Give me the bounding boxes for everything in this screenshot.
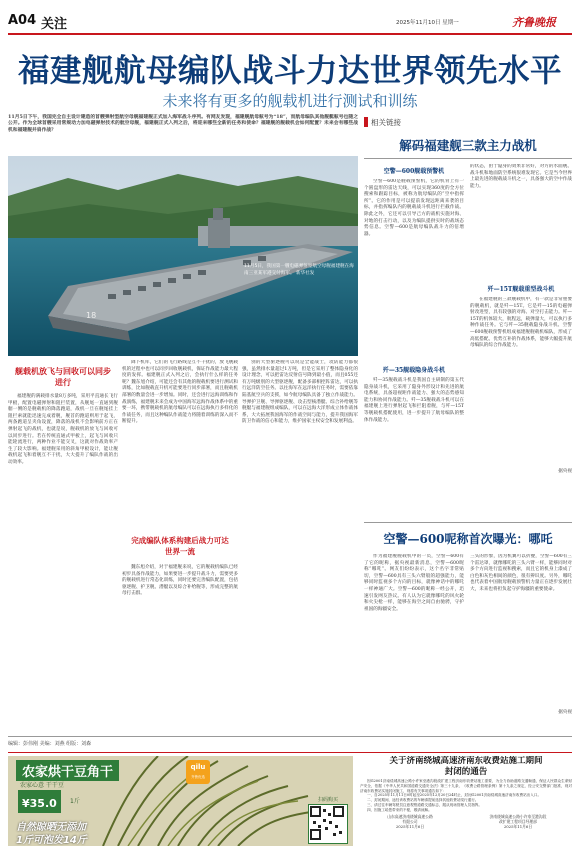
- footer-top-rule: [8, 752, 572, 753]
- photo-caption: 11月5日，我国第一艘电磁弹射型航空母舰福建舰在海南三亚某军港交付海军。 新华社发: [244, 264, 354, 276]
- sidebar-col-right: [470, 164, 572, 488]
- sidebar-rule-2: [364, 522, 572, 523]
- issuer-right-line-1: 济南绕城高速公路小许家至港沟段: [489, 813, 547, 819]
- article-heading-1: 舰载机放飞与回收可以同步进行: [15, 366, 111, 387]
- notice-issuer-right: [464, 814, 572, 829]
- sidebar-text-1: 空警—600是舰载预警机，它的机背上有一个圆盘形的雷达天线，可以实现360度的全方位搜索和跟踪目标，被称为航母编队的“空中指挥所”。它的作用是可以提前发现远距离来袭的目标，并指挥编队内的舰载战斗机进行拦截作战。除此之外，它还可以引导己方的战机实施对海、对地的打击行动，以及为编队提供实时的战场态势信息。空警—600是航母编队战斗力的倍增器。: [364, 179, 464, 237]
- sidebar-signature-1: 据央视: [558, 469, 572, 474]
- svg-text:18: 18: [86, 311, 97, 320]
- issuer-left-line-2: 有限公司: [402, 818, 418, 824]
- sidebar-text-3: 在福建舰的三款舰载机中，有一款是非常重要的舰载机，就是歼—15T。它是歼—15的电磁弹射改进型，具有较强的对海、对空打击能力。歼—15T的机体较大，航程远，载弹量大，可以执行多种作战任务。它与歼—35舰载隐身战斗机、空警—600舰载预警机组成福建舰舰载机编队，形成了高低搭配、优势互补的作战体系，能够大幅提升航母编队的综合作战能力。: [470, 297, 572, 349]
- notice-body-3: 二、封闭期间，途经该收费站的车辆请提前选择其他收费站绕行通行。: [367, 798, 479, 803]
- ad-slogan-1: 自然晾晒无添加: [16, 822, 86, 833]
- sidebar-col-left: [364, 164, 464, 488]
- issue-date: 2025年11月10日 星期一: [396, 20, 459, 26]
- paper-logo: 齐鲁晚报: [512, 16, 556, 29]
- ad-price: [18, 790, 61, 813]
- ad-unit: 1斤: [70, 798, 80, 805]
- issuer-left-line-1: 山东高速济南绕城高速公路: [387, 813, 433, 819]
- section2-right: [470, 554, 572, 730]
- section2-right-body: 三头的形象，因为机翼可以折叠，空警—600有三个雷达罩，就像哪吒的三头六臂一样，能够同时对多个方向进行监视和搜索，而且它的机身上漆成了白色和灰色相间的颜色，很有辨识度。另外，哪吒也代表着中国航母舰载预警机力量正在逐步发展壮大，未来也将担负起守护海疆的重要使命。: [470, 554, 572, 592]
- page-header: [8, 10, 572, 32]
- editor-rule: [8, 736, 572, 737]
- sidebar-sub-1: 空警—600舰载预警机: [383, 168, 445, 175]
- ad-banner: 农家烘干豆角干: [16, 760, 119, 781]
- notice-block: [360, 756, 572, 848]
- carrier-illustration: [8, 156, 358, 356]
- issuer-right-date: 2025年11月6日: [503, 823, 533, 829]
- sidebar-rule: [364, 158, 572, 159]
- article-body-col-1: 福建舰的满载排水量8万多吨，采用平直通长飞行甲板，配置电磁弹射和阻拦装置，从舰尾一直通到舰艏一侧的是舰载机的降落跑道，战机一旦在舰尾挂上阻拦索就能迅速完成着舰，舰首的跑道则用于起飞，两条跑道呈夹角设置，降落的战机不会影响前方正在弹射起飞的战机，也就是说，舰载机的放飞与回收可以同步进行。若在传统直通式甲板上，起飞与回收只能轮流进行，两种作业不能交叉，这就对作战效率产生了较大影响。福建舰采用的斜角甲板设计，能让舰载机起飞和着舰互不干扰，大大提升了编队作战的出动效率。: [8, 394, 118, 465]
- notice-body-4: 三、请过往车辆驾驶员注意观察道路交通标志，服从现场管理人员指挥。: [367, 802, 482, 807]
- sidebar-tag: [364, 116, 401, 128]
- section2-signature: 据央视: [558, 710, 572, 715]
- notice-body-2: 一、自2025年11月11日0时起至2025年12月20日24时止，封闭G2001济南绕城高速济南东收费站出入口。: [367, 793, 542, 798]
- sidebar-box: [364, 116, 572, 732]
- section-code: A04: [8, 13, 37, 28]
- article-heading-2: 完成编队体系构建后战力可达世界一流: [131, 536, 229, 556]
- sidebar-title: 解码福建舰三款主力战机: [399, 138, 537, 153]
- subheadline: 未来将有更多的舰载机进行测试和训练: [162, 92, 418, 110]
- issuer-left-date: 2025年11月6日: [395, 823, 425, 829]
- section2-body: 作为福建舰舰载机中的一员，空警—600有了它的昵称，据央视最新消息，空警—600昵称“哪吒”。网友们纷纷表示，这个名字非常贴切，空警—600具有三头六臂般的超强能力，能够同时监视多个方向的目标，就像神话中的哪吒一样神通广大。空警—600的昵称一经公开，迅速引发网友热议。有人认为它就像哪吒的风火轮和火尖枪一样，能够在海空之间自由驰骋，守护祖国的海疆安全。: [364, 554, 464, 612]
- editor-line: 编辑：彭伟刚 美编：刘燕 组版：刘森: [8, 741, 92, 747]
- ad-price-value: ¥35.0: [22, 797, 57, 810]
- qr-code[interactable]: [308, 804, 348, 844]
- qr-code-icon: [309, 805, 345, 841]
- notice-footer: [360, 814, 572, 829]
- ad-subtitle: 农家心意 干干豆: [20, 782, 64, 789]
- article-body-col-2b: 魏东旭介绍，对于福建舰来说，它的舰载机编队已经初步具备作战能力，如果要进一步提升战斗力，需要更多的舰载机进行常态化训练，同时还要完善编队配置，包括驱逐舰、护卫舰、潜艇以及综合补给舰等，形成完整的航母打击群。: [122, 565, 238, 597]
- notice-body-5: 四、因施工给您带来的不便，敬请谅解。: [367, 807, 432, 812]
- sidebar-text-right: 的状态，由于隐身的效果非常好，对方的水面舰、战斗机和地面防空系统很难发现它。它是当今世界上最先进的舰载战斗机之一，具备强大的空中作战能力。: [470, 164, 572, 189]
- ad-slogan-2: 1斤可泡发14斤: [16, 835, 87, 846]
- notice-title-2: 封闭的通告: [444, 767, 488, 777]
- bookmark-icon: [364, 117, 368, 127]
- sidebar-sub-3: 歼—15T舰载重型战斗机: [487, 286, 555, 293]
- lead-paragraph: 11月5日下午，我国完全自主设计建造的首艘弹射型航空母舰福建舰正式加入海军战斗序列。有网友发现，福建舰航母舷号为“18”，而航母编队其他舰艇舷号也随之公开。作为全球首艘采用常规动力加电磁弹射技术的航空母舰，福建舰正式入列之后，将迎来哪些全新的任务和使命？福建舰的舰载机会如何配置？未来会有哪些战机和福建舰并肩作战？: [8, 114, 358, 133]
- issuer-right-line-2: 改扩建工程项目经理部: [499, 818, 537, 824]
- article-body-col-2: 降下机库，它们的飞行路线是互不干扰的，放飞舰载机的过程中也可以同步回收舰载机，保证作战能力最大程度的发挥。福建舰正式入列之后，会执行什么样的任务呢？魏东旭介绍，可能还会有其他的舰载机要进行测试和训练，比如舰载直升机可能要进行同步部署，而且舰载机部署的数量会进一步增加。同时，还会进行远海训练和作战演练，福建舰未来会成为中国海军远海作战体系中的重要一环，携带舰载机的航母编队可以在远海执行多样化的作战任务，而且这种编队作战能力将随着训练的深入而不断提升。: [122, 360, 238, 425]
- section2-title: 空警—600呢称首次曝光：哪吒: [383, 532, 553, 546]
- sidebar-sub-2: 歼—35舰载隐身战斗机: [382, 367, 446, 374]
- notice-title-1: 关于济南绕城高速济南东收费站施工期间: [389, 756, 543, 766]
- article-col-1: [8, 360, 118, 732]
- ad-brand: [186, 760, 210, 784]
- headline: 福建舰航母编队战斗力达世界领先水平: [17, 52, 562, 89]
- article-body-col-3: 别的大型驱逐舰可以说是全能战士，攻防能力都很强，虽然排水量超过1万吨，但是它采用了整体隐身化的设计理念，可以把雷达反射信号降到最小值，而且055还有万吨级别的大型驱逐舰，配备多部相控阵雷达，可以执行远洋防空任务。以往海军在远洋执行任务时，需要依靠陆基航空兵的支援，如今航母编队具备了独立作战能力。导弹护卫舰、导弹驱逐舰、攻击型核潜艇、综合补给舰等舰艇与福建舰组成编队，可以在远海大洋形成立体作战体系，大大拓展我国海军的作战空间与能力，提升我国海军防卫作战的信心和能力，维护国家主权安全和发展利益。: [242, 360, 358, 425]
- carrier-photo: [8, 156, 358, 356]
- ad-brand-sub: 齐鲁优选: [191, 775, 205, 779]
- header-rule: [8, 33, 572, 35]
- notice-body-1: 因G2001济南绕城高速公路小许家至港沟段改扩建工程济南东收费站施工需要，为全力协助道路交通畅通，保证人民群众生命财产安全，依据《中华人民共和国道路交通安全法》第三十九条、《收费公路管理条例》第十九条之规定，经公安交警部门批准，现对济南东收费站实施封闭施工，现将有关事项通告如下：: [360, 779, 572, 793]
- sidebar-text-2: 歼—35舰载战斗机是我国自主研制的第五代隐身战斗机，它采用了隐身外形设计和先进的航电系统，具备超视距作战能力、强大的态势感知能力和协同作战能力。歼—35舰载战斗机可以在福建舰上进行弹射起飞和拦阻着舰，与歼—15T等舰载机搭配使用，进一步提升了航母编队的整体作战能力。: [364, 378, 464, 423]
- qr-label: 扫码购买: [317, 797, 338, 803]
- ad-brand-logo: qilu: [190, 763, 206, 771]
- notice-issuer-left: [360, 814, 460, 829]
- ad-block: [8, 756, 353, 846]
- section-name: 关注: [41, 17, 68, 32]
- sidebar-tag-label: 相关链接: [371, 117, 401, 127]
- article-col-3: [242, 360, 358, 732]
- article-col-2: [122, 360, 238, 732]
